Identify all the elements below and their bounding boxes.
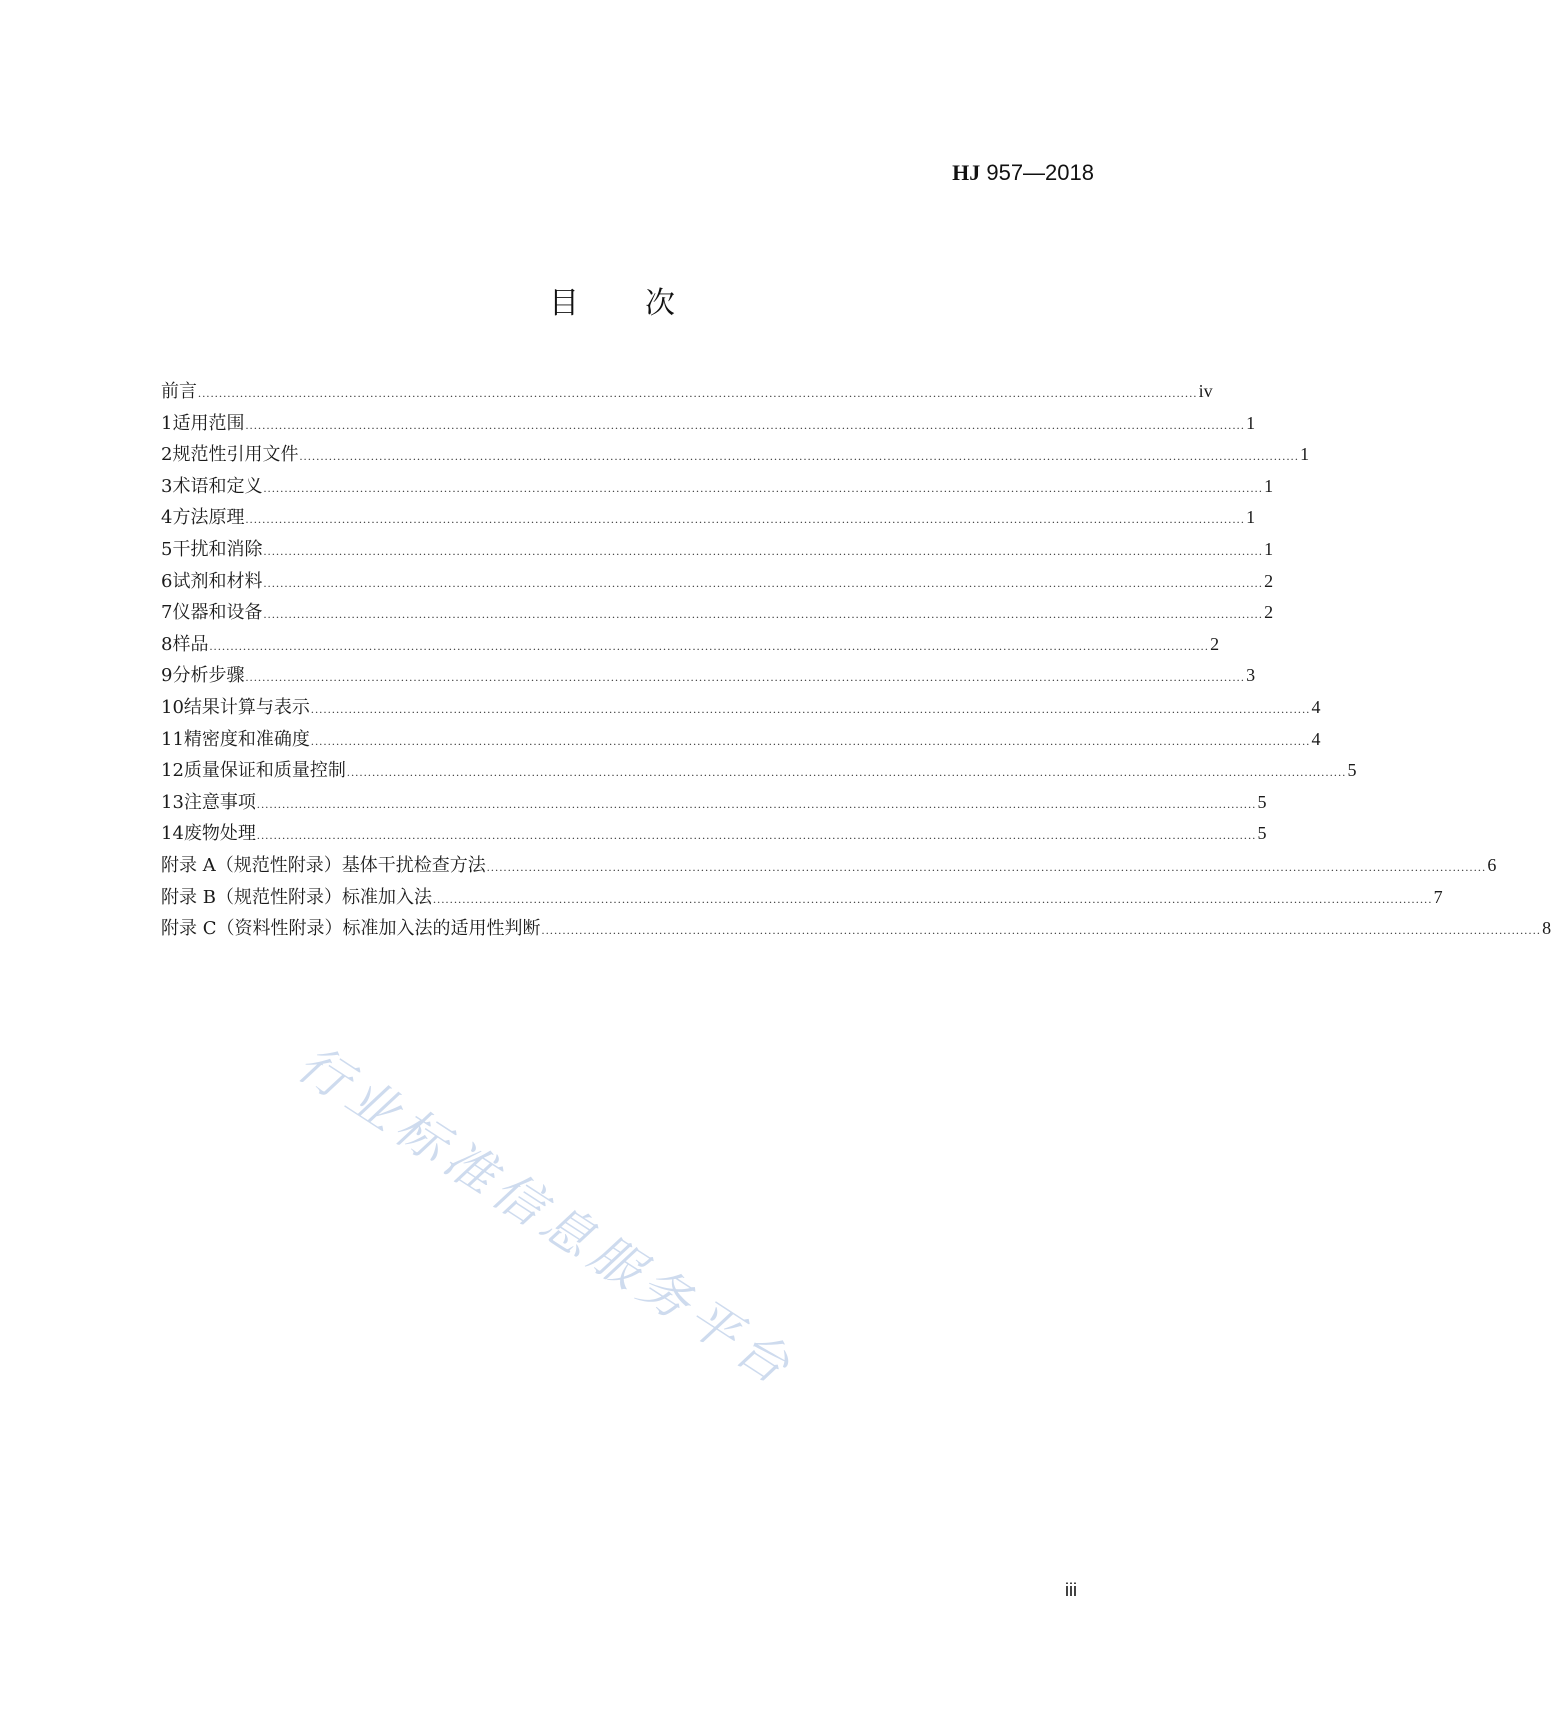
toc-entry-label: 分析步骤 (172, 665, 245, 687)
toc-entry-number: 1 (161, 412, 173, 434)
toc-entry-number: 附录 A（规范性附录） (161, 854, 342, 876)
toc-entry-label: 废物处理 (183, 823, 256, 845)
toc-leader-dots: .............................................................................................................................................................................................................................................. (263, 543, 1264, 558)
toc-entry-number: 10 (161, 696, 184, 718)
toc-entry-label: 术语和定义 (172, 475, 263, 497)
toc-leader-dots: .............................................................................................................................................................................................................................................. (245, 417, 1246, 432)
toc-entry[interactable] (161, 534, 1274, 566)
toc-entry[interactable] (161, 755, 1357, 787)
toc-entry[interactable] (161, 692, 1321, 724)
toc-entry[interactable] (161, 629, 1220, 661)
toc-entry-page: 2 (1210, 633, 1220, 654)
page-number: iii (1065, 1580, 1077, 1600)
toc-entry-label: 仪器和设备 (172, 602, 263, 624)
toc-entry-number: 14 (161, 823, 184, 845)
toc-entry-number: 5 (161, 538, 173, 560)
standard-code (952, 160, 1094, 186)
toc-entry-page: 2 (1264, 570, 1274, 591)
toc-entry-label: 标准加入法的适用性判断 (342, 918, 541, 940)
toc-entry-number: 附录 B（规范性附录） (161, 886, 342, 908)
toc-entry-page: 1 (1300, 444, 1310, 465)
toc-entry-number: 前 (161, 381, 179, 402)
toc-entry-page: 7 (1433, 886, 1443, 907)
toc-entry-label: 样品 (172, 633, 209, 655)
toc-entry[interactable] (161, 439, 1310, 471)
toc-entry-number: 12 (161, 760, 184, 782)
toc-entry-appendix-a[interactable] (161, 850, 1497, 882)
toc-entry-number: 9 (161, 665, 173, 687)
toc-leader-dots: .............................................................................................................................................................................................................................................. (310, 733, 1311, 748)
toc-entry-page: 6 (1487, 854, 1497, 875)
toc-leader-dots: .............................................................................................................................................................................................................................................. (432, 891, 1433, 906)
toc-entry-label: 规范性引用文件 (172, 444, 299, 466)
toc-entry-label: 试剂和材料 (172, 570, 263, 592)
toc-entry-page: 1 (1246, 412, 1256, 433)
toc-leader-dots: .............................................................................................................................................................................................................................................. (541, 923, 1542, 938)
toc-entry-label: 标准加入法 (341, 886, 432, 908)
toc-entry-label: 基体干扰检查方法 (341, 854, 486, 876)
toc-entry-number: 6 (161, 570, 173, 592)
toc-entry-page: 3 (1246, 665, 1256, 686)
toc-entry-page: 8 (1542, 918, 1551, 939)
toc-leader-dots: .............................................................................................................................................................................................................................................. (245, 670, 1246, 685)
toc-entry-number: 附录 C（资料性附录） (161, 918, 343, 940)
toc-leader-dots: .............................................................................................................................................................................................................................................. (263, 607, 1264, 622)
toc-leader-dots: .............................................................................................................................................................................................................................................. (256, 796, 1257, 811)
toc-entry[interactable] (161, 660, 1256, 692)
toc-entry-number: 3 (161, 475, 173, 497)
toc-entry[interactable] (161, 597, 1274, 629)
toc-entry-page: 5 (1257, 823, 1267, 844)
toc-entry-page: 4 (1311, 728, 1321, 749)
toc-entry-number: 8 (161, 633, 173, 655)
toc-entry-label: 注意事项 (183, 791, 256, 813)
toc-entry-label: 干扰和消除 (172, 538, 263, 560)
standard-number: 957—2018 (980, 160, 1094, 185)
toc-leader-dots: .............................................................................................................................................................................................................................................. (209, 638, 1210, 653)
toc-entry-label: 精密度和准确度 (183, 728, 310, 750)
toc-entry-page: 1 (1264, 538, 1274, 559)
toc-entry[interactable] (161, 787, 1267, 819)
toc-entry[interactable] (161, 566, 1274, 598)
toc-leader-dots: .............................................................................................................................................................................................................................................. (346, 765, 1347, 780)
toc-entry-label: 言 (179, 381, 197, 402)
toc-entry[interactable] (161, 471, 1274, 503)
watermark-text: 行业标准信息服务平台 (287, 1034, 806, 1399)
toc-entry-page: 2 (1264, 602, 1274, 623)
toc-leader-dots: .............................................................................................................................................................................................................................................. (263, 480, 1264, 495)
toc-entry[interactable] (161, 818, 1267, 850)
standard-prefix: HJ (952, 160, 981, 185)
toc-entry-label: 质量保证和质量控制 (183, 760, 346, 782)
toc-entry-label: 结果计算与表示 (183, 696, 310, 718)
toc-entry-number: 11 (161, 728, 184, 750)
toc-leader-dots: .............................................................................................................................................................................................................................................. (486, 859, 1487, 874)
toc-entry-foreword[interactable] (161, 376, 1213, 408)
toc-entry-page: 5 (1257, 791, 1267, 812)
toc-entry-number: 2 (161, 444, 173, 466)
toc-leader-dots: .............................................................................................................................................................................................................................................. (245, 512, 1246, 527)
table-of-contents (161, 376, 1551, 945)
toc-entry[interactable] (161, 502, 1256, 534)
toc-entry-number: 13 (161, 791, 184, 813)
toc-entry-page: 5 (1347, 760, 1357, 781)
toc-leader-dots: .............................................................................................................................................................................................................................................. (310, 701, 1311, 716)
toc-leader-dots: .............................................................................................................................................................................................................................................. (299, 449, 1300, 464)
toc-entry-page: 1 (1264, 475, 1274, 496)
toc-entry-label: 方法原理 (172, 507, 245, 529)
toc-entry-page: iv (1198, 381, 1213, 401)
toc-leader-dots: .............................................................................................................................................................................................................................................. (263, 575, 1264, 590)
toc-entry-label: 适用范围 (172, 412, 245, 434)
toc-leader-dots: .............................................................................................................................................................................................................................................. (256, 828, 1257, 843)
toc-entry-number: 4 (161, 507, 173, 529)
toc-entry-page: 1 (1246, 507, 1256, 528)
page-title: 目次 (549, 286, 741, 321)
toc-entry-appendix-c[interactable] (161, 913, 1551, 945)
toc-entry-number: 7 (161, 602, 173, 624)
toc-entry[interactable] (161, 724, 1321, 756)
toc-entry-page: 4 (1311, 696, 1321, 717)
toc-leader-dots: .............................................................................................................................................................................................................................................. (198, 386, 1198, 400)
toc-entry-appendix-b[interactable] (161, 882, 1443, 914)
toc-entry[interactable] (161, 408, 1256, 440)
